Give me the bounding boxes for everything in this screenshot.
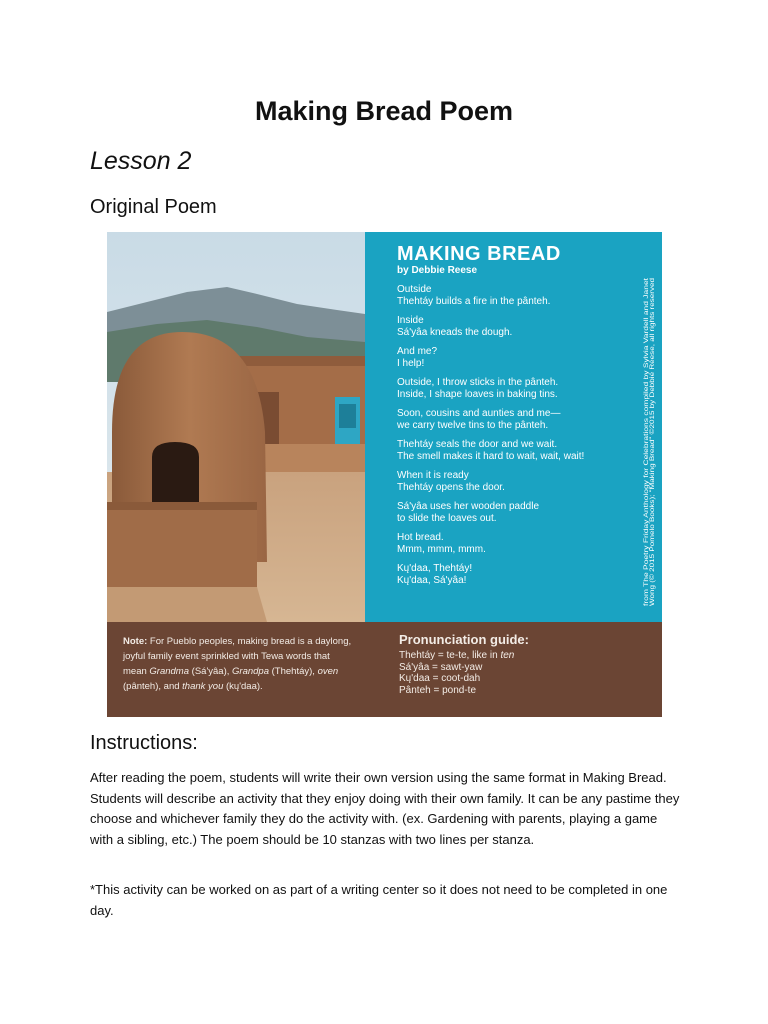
guide-line: Sá'yâa = sawt-yaw [399, 661, 483, 673]
poem-line: Thehtáy seals the door and we wait. [397, 439, 558, 450]
poem-line: Hot bread. [397, 532, 444, 543]
stanza [397, 346, 622, 369]
stanza [397, 501, 622, 524]
stanza [397, 439, 622, 462]
poem-line: Mmm, mmm, mmm. [397, 543, 486, 555]
credit-line: from The Poetry Friday Anthology for Celebrations compiled by Sylvia Vardell and Janet [644, 373, 650, 606]
note-text: (Sá'yâa), [191, 666, 230, 677]
stanza [397, 532, 622, 555]
guide-line: Kų'daa = coot-dah [399, 673, 481, 684]
page-title: Making Bread Poem [254, 96, 514, 126]
note-text: (Thehtáy), [271, 666, 315, 677]
poster-author: by Debbie Reese [397, 265, 478, 276]
poem-line: Inside, I shape loaves in baking tins. [397, 388, 558, 400]
poem-line: to slide the loaves out. [397, 512, 497, 524]
writing-center-note: *This activity can be worked on as part of a writing center so it does not need to be completed in one day. [90, 882, 668, 918]
stanza [397, 408, 622, 431]
poem-line: Kų'daa, Sá'yâa! [397, 574, 467, 586]
pueblo-note [123, 634, 353, 694]
poem-line: Soon, cousins and aunties and me— [397, 408, 561, 419]
poem-line: Outside, I throw sticks in the pânteh. [397, 377, 559, 388]
stanza [397, 470, 622, 493]
pronunciation-guide [399, 630, 639, 696]
guide-text: Thehtáy = te-te, like in [399, 650, 498, 661]
stanza [397, 315, 622, 338]
poster-footer [107, 622, 662, 717]
note-word: oven [317, 666, 339, 677]
note-text: (pânteh), and [123, 681, 180, 692]
instructions-heading: Instructions: [90, 732, 198, 754]
poem-line: And me? [397, 346, 438, 357]
poem-line: Sá'yâa kneads the dough. [397, 326, 513, 338]
poem-stanzas [397, 284, 622, 594]
guide-line: Pânteh = pond-te [399, 684, 477, 696]
stanza [397, 377, 622, 400]
guide-title: Pronunciation guide: [399, 632, 529, 647]
poem-line: Outside [397, 284, 432, 295]
poem-line: When it is ready [397, 470, 469, 481]
guide-line [399, 650, 639, 662]
poem-poster [107, 232, 662, 717]
note-text: For Pueblo peoples, making bread is a daylong, joyful family event sprinkled with Tewa words that mean [123, 636, 352, 677]
poem-panel [365, 232, 662, 622]
poem-line: Kų'daa, Thehtáy! [397, 563, 473, 574]
note-label: Note: [123, 636, 148, 647]
guide-emphasis: ten [500, 650, 515, 661]
poem-line: Inside [397, 315, 424, 326]
credit-line: Wong (© 2015 Pomelo Books); "Making Bread" ©2015 by Debbie Reese, all rights reserved [650, 362, 656, 606]
note-word: thank you [182, 681, 224, 692]
note-text: (kų'daa). [226, 681, 263, 692]
poem-line: we carry twelve tins to the pânteh. [397, 419, 549, 431]
poem-line: Thehtáy builds a fire in the pânteh. [397, 295, 551, 307]
poem-line: I help! [397, 357, 425, 369]
stanza [397, 284, 622, 307]
lesson-heading: Lesson 2 [90, 147, 192, 175]
poster-title: MAKING BREAD [397, 243, 561, 265]
copyright-credit [643, 276, 655, 606]
adobe-oven-photo [107, 232, 365, 622]
note-word: Grandma [149, 666, 190, 677]
poem-line: Thehtáy opens the door. [397, 481, 505, 493]
stanza [397, 563, 622, 586]
note-word: Grandpa [232, 666, 269, 677]
poem-line: Sá'yâa uses her wooden paddle [397, 501, 540, 512]
instructions-paragraph: After reading the poem, students will write their own version using the same format in Making Bread. Students will describe an activity that they enjoy doing with their own family. It can be any pastime they choose and whichever family they do the activity with. (ex. Gardening with parents, playing a game with a sibling, etc.) The poem should be 10 stanzas with two lines per stanza. [90, 770, 680, 847]
original-poem-heading: Original Poem [90, 196, 217, 218]
poem-line: The smell makes it hard to wait, wait, wait! [397, 450, 585, 462]
